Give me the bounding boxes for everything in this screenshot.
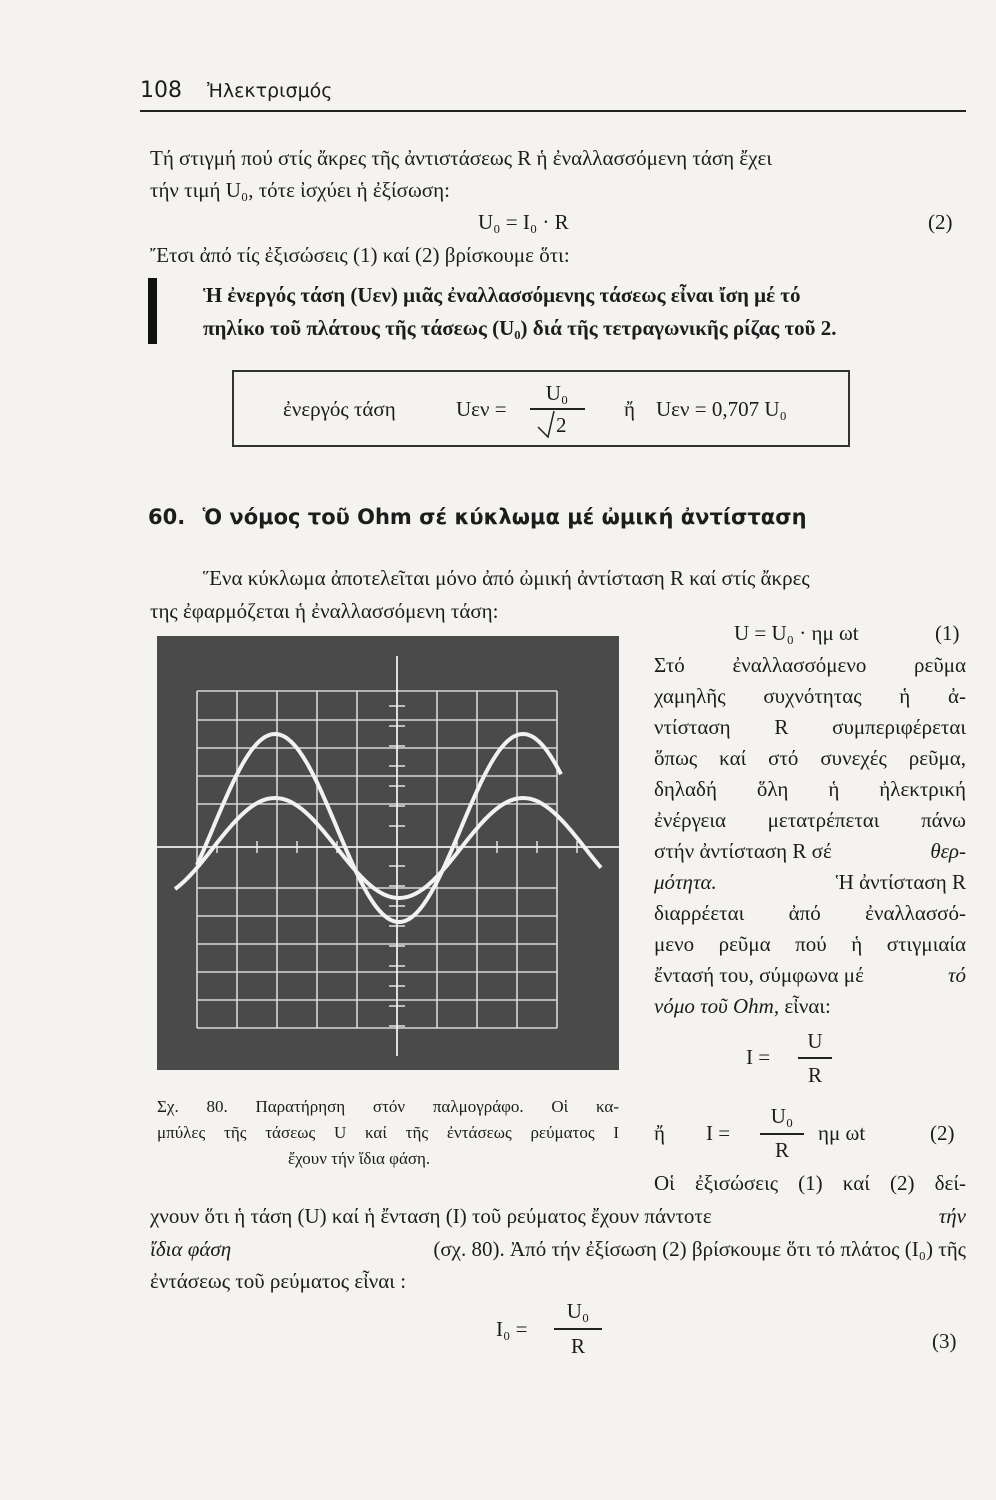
para1-line-2: της ἐφαρμόζεται ἡ ἐναλλασσόμενη τάση: — [150, 599, 499, 623]
definition-marker-bar — [148, 278, 157, 344]
grid — [197, 691, 557, 1028]
para1-line-1: Ἕνα κύκλωμα ἀποτελεῖται μόνο ἀπό ὠμική ἀντίσταση R καί στίς ἄκρες — [203, 566, 810, 590]
oscilloscope-screen — [157, 636, 619, 1070]
formula-alternative: Uεν = 0,707 U₀ — [656, 397, 787, 421]
definition-line-1: Ἡ ἐνεργός τάση (Uεν) μιᾶς ἐναλλασσόμενης τάσεως εἶναι ἴση μέ τό — [203, 283, 801, 307]
side-line-7 — [654, 836, 966, 867]
side-line-9: διαρρέεται ἀπό ἐναλλασσό- — [654, 901, 966, 925]
section-title: Ὁ νόμος τοῦ Ohm σέ κύκλωμα μέ ὠμική ἀντίσταση — [202, 505, 807, 529]
side-line-11-text: ἔντασή του, σύμφωνα μέ — [654, 963, 864, 987]
formula-lhs: Uεν = — [456, 397, 507, 421]
side-line-11-italic: τό — [947, 963, 966, 987]
equation-2-number: (2) — [928, 210, 953, 234]
eq3-denominator: R — [570, 1334, 585, 1358]
para2-line-2 — [150, 1201, 966, 1232]
para2-line-3-italic: ἴδια φάση — [150, 1237, 232, 1261]
ohm-eq-numerator: U — [807, 1029, 823, 1053]
eq2-lhs: I = — [706, 1121, 731, 1145]
equation-1-number: (1) — [935, 621, 960, 645]
side-line-8-italic: μότητα. — [654, 870, 717, 894]
formula-label: ἐνεργός τάση — [283, 397, 396, 421]
equation-2: U₀ = I₀ · R — [478, 210, 569, 234]
side-line-6: ἐνέργεια μετατρέπεται πάνω — [654, 808, 966, 832]
section-heading — [148, 502, 807, 532]
ohm-eq-lhs: I = — [746, 1045, 771, 1069]
side-line-2: χαμηλῆς συχνότητας ἡ ἀ- — [654, 684, 966, 708]
side-line-12-italic: νόμο τοῦ Ohm, — [654, 994, 780, 1018]
oscilloscope-figure — [157, 636, 619, 1070]
para2-line-3-text: (σχ. 80). Ἀπό τήν ἐξίσωση (2) βρίσκουμε ὅτι τό πλάτος (I₀) τῆς — [433, 1237, 966, 1261]
equation-1: U = U₀ · ημ ωt — [734, 621, 859, 645]
section-number: 60. — [148, 505, 186, 529]
side-line-4: ὅπως καί στό συνεχές ρεῦμα, — [654, 746, 966, 770]
formula-numerator: U₀ — [545, 381, 569, 405]
eq2-number: (2) — [930, 1121, 955, 1145]
side-line-12-text: εἶναι: — [784, 994, 831, 1018]
eq2-numerator: U₀ — [770, 1104, 794, 1128]
para2-line-2-text: χνουν ὅτι ἡ τάση (U) καί ἡ ἔνταση (I) τοῦ ρεύματος ἔχουν πάντοτε — [150, 1204, 712, 1228]
formula-denominator: 2 — [556, 413, 567, 437]
square-root-icon — [536, 409, 556, 439]
para2-line-1: Οἱ ἐξισώσεις (1) καί (2) δεί- — [654, 1171, 966, 1195]
side-line-8 — [654, 867, 966, 898]
side-line-11 — [654, 960, 966, 991]
para2-line-3 — [150, 1234, 966, 1265]
caption-line-3: ἔχουν τήν ἴδια φάση. — [288, 1149, 431, 1168]
page-header — [140, 78, 332, 103]
caption-line-2: μπύλες τῆς τάσεως U καί τῆς ἐντάσεως ρεύματος I — [157, 1123, 619, 1142]
definition-line-2: πηλίκο τοῦ πλάτους τῆς τάσεως (U₀) διά τῆς τετραγωνικῆς ρίζας τοῦ 2. — [203, 316, 837, 340]
running-title: Ἠλεκτρισμός — [207, 80, 333, 102]
side-line-7-text: στήν ἀντίσταση R σέ — [654, 839, 832, 863]
eq3-numerator: U₀ — [566, 1299, 590, 1323]
caption-line-1: Σχ. 80. Παρατήρηση στόν παλμογράφο. Οἱ κα- — [157, 1097, 619, 1116]
intro-line-1: Τή στιγμή πού στίς ἄκρες τῆς ἀντιστάσεως R ἡ ἐναλλασσόμενη τάση ἔχει — [150, 146, 772, 170]
eq3-fraction-line — [554, 1328, 602, 1330]
eq3-lhs: I₀ = — [496, 1317, 528, 1341]
eq2-rhs: ημ ωt — [818, 1121, 866, 1145]
eq2-or: ἤ — [654, 1121, 665, 1145]
formula-or: ἤ — [624, 397, 635, 421]
side-line-12 — [654, 991, 831, 1022]
eq3-number: (3) — [932, 1329, 957, 1353]
page-number: 108 — [140, 78, 182, 103]
ohm-eq-denominator: R — [807, 1063, 822, 1087]
header-rule — [140, 110, 966, 112]
side-line-5: δηλαδή ὅλη ἡ ἠλεκτρική — [654, 777, 966, 801]
side-line-8-text: Ἡ ἀντίσταση R — [835, 870, 966, 894]
intro-line-3: Ἔτσι ἀπό τίς ἐξισώσεις (1) καί (2) βρίσκουμε ὅτι: — [150, 243, 570, 267]
side-line-3: ντίσταση R συμπεριφέρεται — [654, 715, 966, 739]
ohm-eq-fraction-line — [798, 1057, 832, 1059]
side-line-7-italic: θερ- — [930, 839, 966, 863]
intro-line-2: τήν τιμή U₀, τότε ἰσχύει ἡ ἐξίσωση: — [150, 178, 450, 202]
side-line-1: Στό ἐναλλασσόμενο ρεῦμα — [654, 653, 966, 677]
para2-line-2-italic: τήν — [938, 1204, 966, 1228]
eq2-denominator: R — [774, 1138, 789, 1162]
side-line-10: μενο ρεῦμα πού ἡ στιγμιαία — [654, 932, 966, 956]
para2-line-4: ἐντάσεως τοῦ ρεύματος εἶναι : — [150, 1269, 407, 1293]
